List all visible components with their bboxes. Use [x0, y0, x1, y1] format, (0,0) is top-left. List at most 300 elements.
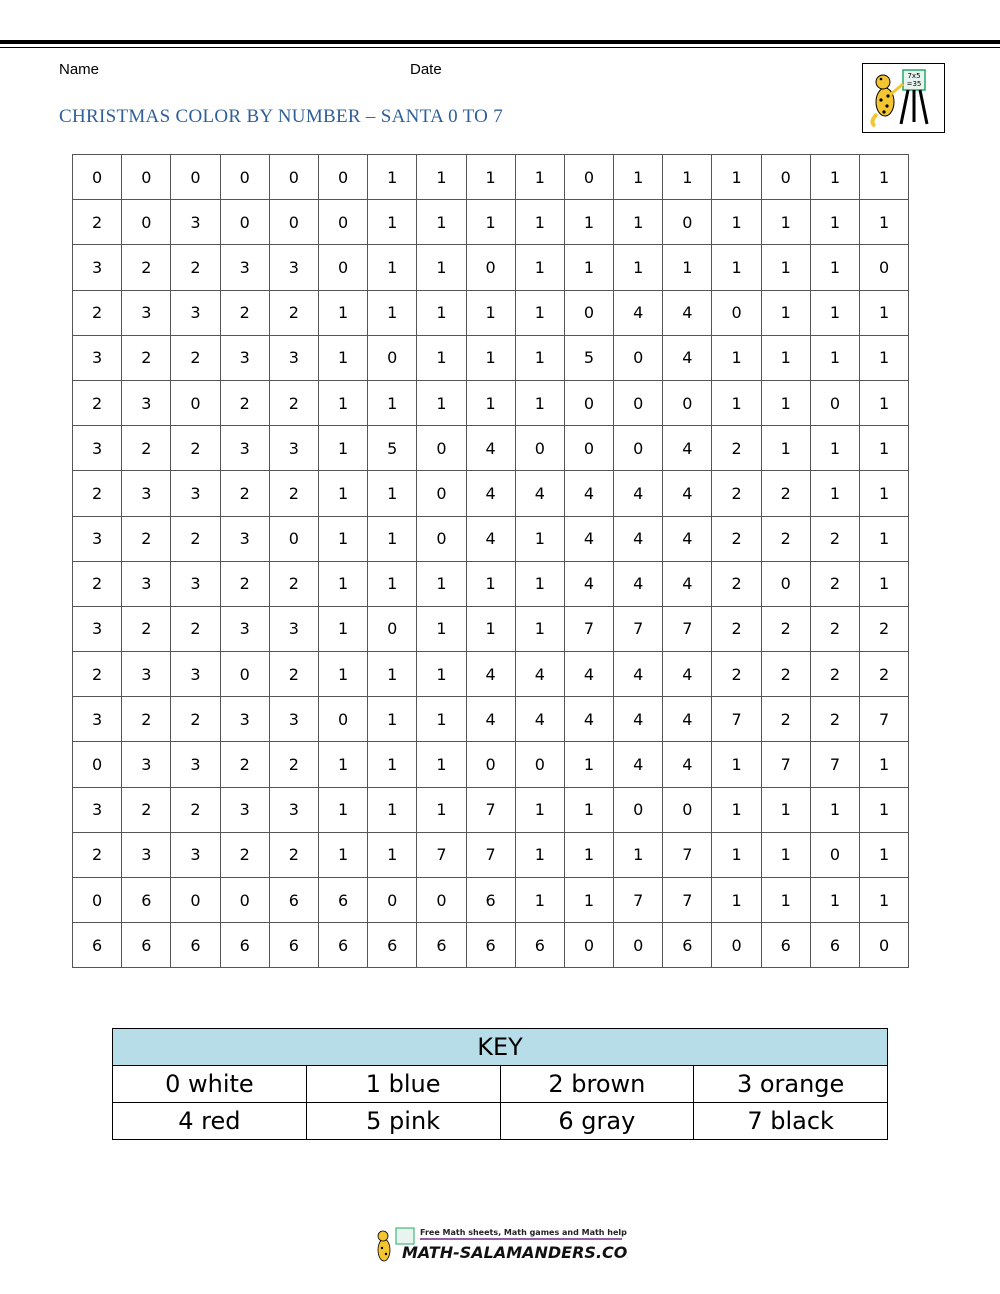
grid-cell[interactable]: 1 — [318, 290, 367, 335]
grid-cell[interactable]: 0 — [761, 155, 810, 200]
grid-cell[interactable]: 7 — [466, 787, 515, 832]
grid-cell[interactable]: 2 — [122, 426, 171, 471]
grid-cell[interactable]: 7 — [712, 697, 761, 742]
grid-cell[interactable]: 3 — [73, 426, 122, 471]
grid-cell[interactable]: 1 — [417, 561, 466, 606]
grid-cell[interactable]: 6 — [220, 923, 269, 968]
grid-cell[interactable]: 2 — [220, 832, 269, 877]
grid-cell[interactable]: 3 — [220, 245, 269, 290]
grid-cell[interactable]: 3 — [171, 200, 220, 245]
grid-cell[interactable]: 3 — [269, 335, 318, 380]
grid-cell[interactable]: 6 — [515, 923, 564, 968]
grid-cell[interactable]: 1 — [318, 516, 367, 561]
grid-cell[interactable]: 1 — [712, 832, 761, 877]
grid-cell[interactable]: 1 — [860, 832, 909, 877]
grid-cell[interactable]: 2 — [712, 652, 761, 697]
grid-cell[interactable]: 1 — [515, 878, 564, 923]
grid-cell[interactable]: 2 — [220, 471, 269, 516]
grid-cell[interactable]: 1 — [761, 787, 810, 832]
grid-cell[interactable]: 7 — [417, 832, 466, 877]
grid-cell[interactable]: 7 — [663, 878, 712, 923]
grid-cell[interactable]: 7 — [663, 832, 712, 877]
grid-cell[interactable]: 0 — [417, 516, 466, 561]
grid-cell[interactable]: 2 — [810, 697, 859, 742]
grid-cell[interactable]: 4 — [663, 335, 712, 380]
grid-cell[interactable]: 2 — [810, 606, 859, 651]
grid-cell[interactable]: 2 — [73, 561, 122, 606]
grid-cell[interactable]: 1 — [761, 335, 810, 380]
grid-cell[interactable]: 2 — [122, 606, 171, 651]
grid-cell[interactable]: 0 — [614, 923, 663, 968]
grid-cell[interactable]: 1 — [368, 471, 417, 516]
grid-cell[interactable]: 4 — [663, 561, 712, 606]
grid-cell[interactable]: 1 — [466, 290, 515, 335]
grid-cell[interactable]: 0 — [73, 878, 122, 923]
grid-cell[interactable]: 3 — [73, 787, 122, 832]
grid-cell[interactable]: 0 — [810, 380, 859, 425]
grid-cell[interactable]: 2 — [171, 426, 220, 471]
grid-cell[interactable]: 1 — [860, 471, 909, 516]
grid-cell[interactable]: 1 — [761, 245, 810, 290]
grid-cell[interactable]: 0 — [269, 155, 318, 200]
grid-cell[interactable]: 3 — [220, 516, 269, 561]
grid-cell[interactable]: 1 — [663, 155, 712, 200]
grid-cell[interactable]: 1 — [466, 380, 515, 425]
grid-cell[interactable]: 1 — [368, 832, 417, 877]
grid-cell[interactable]: 0 — [220, 155, 269, 200]
grid-cell[interactable]: 0 — [171, 380, 220, 425]
grid-cell[interactable]: 4 — [663, 516, 712, 561]
grid-cell[interactable]: 4 — [614, 471, 663, 516]
grid-cell[interactable]: 2 — [171, 697, 220, 742]
grid-cell[interactable]: 6 — [810, 923, 859, 968]
grid-cell[interactable]: 2 — [122, 516, 171, 561]
grid-cell[interactable]: 1 — [417, 200, 466, 245]
grid-cell[interactable]: 1 — [761, 832, 810, 877]
grid-cell[interactable]: 1 — [417, 245, 466, 290]
grid-cell[interactable]: 1 — [564, 787, 613, 832]
grid-cell[interactable]: 1 — [761, 878, 810, 923]
grid-cell[interactable]: 2 — [761, 652, 810, 697]
grid-cell[interactable]: 0 — [515, 742, 564, 787]
grid-cell[interactable]: 1 — [515, 335, 564, 380]
grid-cell[interactable]: 0 — [564, 155, 613, 200]
grid-cell[interactable]: 3 — [73, 697, 122, 742]
grid-cell[interactable]: 2 — [761, 697, 810, 742]
grid-cell[interactable]: 0 — [614, 426, 663, 471]
grid-cell[interactable]: 0 — [663, 200, 712, 245]
grid-cell[interactable]: 6 — [318, 923, 367, 968]
grid-cell[interactable]: 4 — [466, 652, 515, 697]
grid-cell[interactable]: 2 — [269, 380, 318, 425]
grid-cell[interactable]: 1 — [515, 787, 564, 832]
grid-cell[interactable]: 0 — [122, 155, 171, 200]
grid-cell[interactable]: 1 — [368, 742, 417, 787]
grid-cell[interactable]: 3 — [220, 697, 269, 742]
grid-cell[interactable]: 1 — [810, 155, 859, 200]
grid-cell[interactable]: 7 — [614, 878, 663, 923]
grid-cell[interactable]: 3 — [269, 606, 318, 651]
grid-cell[interactable]: 7 — [810, 742, 859, 787]
grid-cell[interactable]: 3 — [122, 290, 171, 335]
grid-cell[interactable]: 0 — [860, 245, 909, 290]
grid-cell[interactable]: 2 — [269, 290, 318, 335]
grid-cell[interactable]: 0 — [122, 200, 171, 245]
grid-cell[interactable]: 1 — [368, 561, 417, 606]
grid-cell[interactable]: 0 — [368, 606, 417, 651]
grid-cell[interactable]: 2 — [171, 335, 220, 380]
grid-cell[interactable]: 6 — [761, 923, 810, 968]
grid-cell[interactable]: 3 — [122, 742, 171, 787]
grid-cell[interactable]: 1 — [368, 245, 417, 290]
grid-cell[interactable]: 1 — [860, 335, 909, 380]
grid-cell[interactable]: 1 — [860, 742, 909, 787]
grid-cell[interactable]: 1 — [712, 380, 761, 425]
grid-cell[interactable]: 1 — [368, 652, 417, 697]
grid-cell[interactable]: 3 — [269, 787, 318, 832]
grid-cell[interactable]: 4 — [663, 290, 712, 335]
grid-cell[interactable]: 1 — [614, 200, 663, 245]
grid-cell[interactable]: 3 — [269, 697, 318, 742]
grid-cell[interactable]: 1 — [810, 200, 859, 245]
grid-cell[interactable]: 7 — [466, 832, 515, 877]
grid-cell[interactable]: 1 — [515, 606, 564, 651]
grid-cell[interactable]: 1 — [860, 155, 909, 200]
grid-cell[interactable]: 1 — [417, 606, 466, 651]
grid-cell[interactable]: 0 — [368, 878, 417, 923]
grid-cell[interactable]: 2 — [171, 787, 220, 832]
grid-cell[interactable]: 1 — [712, 787, 761, 832]
grid-cell[interactable]: 4 — [663, 426, 712, 471]
grid-cell[interactable]: 1 — [515, 245, 564, 290]
grid-cell[interactable]: 1 — [810, 787, 859, 832]
grid-cell[interactable]: 0 — [614, 335, 663, 380]
grid-cell[interactable]: 0 — [564, 426, 613, 471]
grid-cell[interactable]: 1 — [810, 245, 859, 290]
grid-cell[interactable]: 3 — [220, 787, 269, 832]
grid-cell[interactable]: 1 — [318, 471, 367, 516]
grid-cell[interactable]: 1 — [712, 200, 761, 245]
grid-cell[interactable]: 2 — [171, 516, 220, 561]
grid-cell[interactable]: 0 — [663, 380, 712, 425]
grid-cell[interactable]: 1 — [860, 561, 909, 606]
grid-cell[interactable]: 1 — [860, 380, 909, 425]
grid-cell[interactable]: 1 — [318, 606, 367, 651]
grid-cell[interactable]: 2 — [122, 335, 171, 380]
grid-cell[interactable]: 2 — [73, 832, 122, 877]
grid-cell[interactable]: 6 — [466, 878, 515, 923]
grid-cell[interactable]: 2 — [73, 380, 122, 425]
grid-cell[interactable]: 0 — [73, 155, 122, 200]
grid-cell[interactable]: 3 — [220, 606, 269, 651]
grid-cell[interactable]: 1 — [417, 697, 466, 742]
grid-cell[interactable]: 4 — [663, 652, 712, 697]
grid-cell[interactable]: 1 — [368, 516, 417, 561]
grid-cell[interactable]: 4 — [466, 426, 515, 471]
grid-cell[interactable]: 0 — [860, 923, 909, 968]
grid-cell[interactable]: 3 — [122, 832, 171, 877]
grid-cell[interactable]: 6 — [318, 878, 367, 923]
grid-cell[interactable]: 2 — [269, 471, 318, 516]
grid-cell[interactable]: 1 — [368, 697, 417, 742]
grid-cell[interactable]: 0 — [712, 290, 761, 335]
grid-cell[interactable]: 4 — [564, 516, 613, 561]
grid-cell[interactable]: 2 — [220, 742, 269, 787]
grid-cell[interactable]: 0 — [564, 380, 613, 425]
grid-cell[interactable]: 1 — [761, 200, 810, 245]
grid-cell[interactable]: 0 — [269, 516, 318, 561]
grid-cell[interactable]: 3 — [122, 561, 171, 606]
grid-cell[interactable]: 3 — [220, 426, 269, 471]
grid-cell[interactable]: 3 — [269, 426, 318, 471]
grid-cell[interactable]: 2 — [73, 200, 122, 245]
grid-cell[interactable]: 2 — [220, 380, 269, 425]
grid-cell[interactable]: 0 — [810, 832, 859, 877]
grid-cell[interactable]: 1 — [712, 742, 761, 787]
grid-cell[interactable]: 0 — [368, 335, 417, 380]
grid-cell[interactable]: 1 — [318, 787, 367, 832]
grid-cell[interactable]: 1 — [860, 516, 909, 561]
grid-cell[interactable]: 1 — [466, 561, 515, 606]
grid-cell[interactable]: 1 — [810, 426, 859, 471]
grid-cell[interactable]: 1 — [712, 245, 761, 290]
grid-cell[interactable]: 2 — [269, 561, 318, 606]
grid-cell[interactable]: 1 — [564, 245, 613, 290]
grid-cell[interactable]: 1 — [466, 155, 515, 200]
grid-cell[interactable]: 0 — [417, 878, 466, 923]
grid-cell[interactable]: 2 — [761, 516, 810, 561]
grid-cell[interactable]: 1 — [515, 832, 564, 877]
grid-cell[interactable]: 3 — [171, 561, 220, 606]
grid-cell[interactable]: 3 — [171, 742, 220, 787]
grid-cell[interactable]: 2 — [712, 426, 761, 471]
grid-cell[interactable]: 4 — [564, 561, 613, 606]
grid-cell[interactable]: 2 — [220, 561, 269, 606]
grid-cell[interactable]: 2 — [73, 290, 122, 335]
grid-cell[interactable]: 1 — [368, 155, 417, 200]
grid-cell[interactable]: 1 — [810, 335, 859, 380]
grid-cell[interactable]: 1 — [564, 200, 613, 245]
grid-cell[interactable]: 1 — [712, 335, 761, 380]
grid-cell[interactable]: 0 — [73, 742, 122, 787]
grid-cell[interactable]: 1 — [860, 426, 909, 471]
grid-cell[interactable]: 4 — [564, 652, 613, 697]
grid-cell[interactable]: 1 — [318, 380, 367, 425]
grid-cell[interactable]: 7 — [564, 606, 613, 651]
grid-cell[interactable]: 0 — [614, 380, 663, 425]
grid-cell[interactable]: 1 — [810, 290, 859, 335]
grid-cell[interactable]: 4 — [663, 742, 712, 787]
grid-cell[interactable]: 5 — [368, 426, 417, 471]
grid-cell[interactable]: 3 — [171, 652, 220, 697]
grid-cell[interactable]: 3 — [220, 335, 269, 380]
grid-cell[interactable]: 6 — [122, 923, 171, 968]
grid-cell[interactable]: 1 — [515, 380, 564, 425]
grid-cell[interactable]: 7 — [614, 606, 663, 651]
grid-cell[interactable]: 2 — [712, 606, 761, 651]
grid-cell[interactable]: 4 — [663, 697, 712, 742]
grid-cell[interactable]: 1 — [515, 155, 564, 200]
grid-cell[interactable]: 6 — [417, 923, 466, 968]
grid-cell[interactable]: 6 — [171, 923, 220, 968]
footer-logo[interactable] — [372, 1226, 628, 1266]
grid-cell[interactable]: 7 — [663, 606, 712, 651]
grid-cell[interactable]: 0 — [417, 426, 466, 471]
grid-cell[interactable]: 1 — [614, 155, 663, 200]
grid-cell[interactable]: 0 — [761, 561, 810, 606]
grid-cell[interactable]: 0 — [171, 878, 220, 923]
grid-cell[interactable]: 0 — [712, 923, 761, 968]
grid-cell[interactable]: 1 — [417, 335, 466, 380]
grid-cell[interactable]: 1 — [564, 878, 613, 923]
grid-cell[interactable]: 1 — [614, 245, 663, 290]
grid-cell[interactable]: 6 — [368, 923, 417, 968]
grid-cell[interactable]: 4 — [663, 471, 712, 516]
grid-cell[interactable]: 6 — [73, 923, 122, 968]
grid-cell[interactable]: 1 — [515, 516, 564, 561]
grid-cell[interactable]: 2 — [860, 606, 909, 651]
grid-cell[interactable]: 1 — [663, 245, 712, 290]
grid-cell[interactable]: 2 — [73, 471, 122, 516]
grid-cell[interactable]: 4 — [515, 471, 564, 516]
grid-cell[interactable]: 0 — [220, 878, 269, 923]
grid-cell[interactable]: 0 — [269, 200, 318, 245]
grid-cell[interactable]: 0 — [564, 923, 613, 968]
grid-cell[interactable]: 1 — [810, 878, 859, 923]
grid-cell[interactable]: 0 — [417, 471, 466, 516]
grid-cell[interactable]: 4 — [614, 290, 663, 335]
grid-cell[interactable]: 4 — [466, 471, 515, 516]
grid-cell[interactable]: 1 — [368, 290, 417, 335]
grid-cell[interactable]: 2 — [171, 245, 220, 290]
grid-cell[interactable]: 2 — [171, 606, 220, 651]
grid-cell[interactable]: 1 — [466, 606, 515, 651]
grid-cell[interactable]: 2 — [712, 561, 761, 606]
grid-cell[interactable]: 1 — [564, 832, 613, 877]
grid-cell[interactable]: 5 — [564, 335, 613, 380]
grid-cell[interactable]: 1 — [318, 742, 367, 787]
grid-cell[interactable]: 1 — [417, 155, 466, 200]
grid-cell[interactable]: 4 — [564, 697, 613, 742]
grid-cell[interactable]: 2 — [860, 652, 909, 697]
grid-cell[interactable]: 1 — [712, 878, 761, 923]
grid-cell[interactable]: 2 — [269, 742, 318, 787]
grid-cell[interactable]: 0 — [318, 200, 367, 245]
grid-cell[interactable]: 6 — [663, 923, 712, 968]
grid-cell[interactable]: 0 — [663, 787, 712, 832]
grid-cell[interactable]: 1 — [368, 380, 417, 425]
grid-cell[interactable]: 2 — [269, 652, 318, 697]
grid-cell[interactable]: 2 — [122, 245, 171, 290]
grid-cell[interactable]: 2 — [761, 606, 810, 651]
grid-cell[interactable]: 0 — [220, 200, 269, 245]
grid-cell[interactable]: 2 — [712, 516, 761, 561]
grid-cell[interactable]: 0 — [614, 787, 663, 832]
grid-cell[interactable]: 3 — [171, 832, 220, 877]
grid-cell[interactable]: 4 — [614, 697, 663, 742]
grid-cell[interactable]: 1 — [417, 290, 466, 335]
grid-cell[interactable]: 2 — [810, 561, 859, 606]
grid-cell[interactable]: 3 — [171, 290, 220, 335]
grid-cell[interactable]: 2 — [122, 787, 171, 832]
grid-cell[interactable]: 1 — [761, 426, 810, 471]
grid-cell[interactable]: 2 — [810, 652, 859, 697]
grid-cell[interactable]: 1 — [564, 742, 613, 787]
grid-cell[interactable]: 4 — [515, 652, 564, 697]
grid-cell[interactable]: 0 — [466, 245, 515, 290]
grid-cell[interactable]: 3 — [73, 245, 122, 290]
grid-cell[interactable]: 1 — [515, 561, 564, 606]
grid-cell[interactable]: 1 — [417, 652, 466, 697]
grid-cell[interactable]: 1 — [466, 335, 515, 380]
grid-cell[interactable]: 0 — [318, 155, 367, 200]
grid-cell[interactable]: 0 — [564, 290, 613, 335]
grid-cell[interactable]: 3 — [73, 335, 122, 380]
grid-cell[interactable]: 4 — [614, 561, 663, 606]
grid-cell[interactable]: 2 — [220, 290, 269, 335]
grid-cell[interactable]: 1 — [810, 471, 859, 516]
grid-cell[interactable]: 4 — [466, 697, 515, 742]
grid-cell[interactable]: 3 — [122, 652, 171, 697]
grid-cell[interactable]: 3 — [73, 516, 122, 561]
grid-cell[interactable]: 7 — [860, 697, 909, 742]
grid-cell[interactable]: 1 — [466, 200, 515, 245]
grid-cell[interactable]: 1 — [318, 426, 367, 471]
grid-cell[interactable]: 0 — [515, 426, 564, 471]
grid-cell[interactable]: 3 — [171, 471, 220, 516]
grid-cell[interactable]: 2 — [810, 516, 859, 561]
grid-cell[interactable]: 0 — [318, 245, 367, 290]
grid-cell[interactable]: 0 — [171, 155, 220, 200]
grid-cell[interactable]: 1 — [318, 561, 367, 606]
grid-cell[interactable]: 6 — [269, 923, 318, 968]
grid-cell[interactable]: 1 — [515, 200, 564, 245]
grid-cell[interactable]: 4 — [614, 516, 663, 561]
grid-cell[interactable]: 1 — [860, 290, 909, 335]
grid-cell[interactable]: 2 — [269, 832, 318, 877]
grid-cell[interactable]: 1 — [761, 290, 810, 335]
grid-cell[interactable]: 1 — [318, 832, 367, 877]
grid-cell[interactable]: 1 — [417, 742, 466, 787]
grid-cell[interactable]: 1 — [712, 155, 761, 200]
grid-cell[interactable]: 0 — [318, 697, 367, 742]
grid-cell[interactable]: 7 — [761, 742, 810, 787]
grid-cell[interactable]: 2 — [73, 652, 122, 697]
grid-cell[interactable]: 4 — [614, 742, 663, 787]
grid-cell[interactable]: 2 — [712, 471, 761, 516]
grid-cell[interactable]: 4 — [515, 697, 564, 742]
grid-cell[interactable]: 0 — [220, 652, 269, 697]
grid-cell[interactable]: 3 — [122, 380, 171, 425]
grid-cell[interactable]: 1 — [515, 290, 564, 335]
grid-cell[interactable]: 2 — [122, 697, 171, 742]
grid-cell[interactable]: 1 — [318, 335, 367, 380]
grid-cell[interactable]: 3 — [122, 471, 171, 516]
grid-cell[interactable]: 1 — [417, 380, 466, 425]
grid-cell[interactable]: 6 — [269, 878, 318, 923]
grid-cell[interactable]: 1 — [368, 787, 417, 832]
grid-cell[interactable]: 2 — [761, 471, 810, 516]
grid-cell[interactable]: 1 — [368, 200, 417, 245]
grid-cell[interactable]: 0 — [466, 742, 515, 787]
grid-cell[interactable]: 1 — [614, 832, 663, 877]
grid-cell[interactable]: 1 — [860, 200, 909, 245]
grid-cell[interactable]: 3 — [269, 245, 318, 290]
grid-cell[interactable]: 4 — [614, 652, 663, 697]
grid-cell[interactable]: 1 — [761, 380, 810, 425]
grid-cell[interactable]: 6 — [122, 878, 171, 923]
grid-cell[interactable]: 1 — [417, 787, 466, 832]
